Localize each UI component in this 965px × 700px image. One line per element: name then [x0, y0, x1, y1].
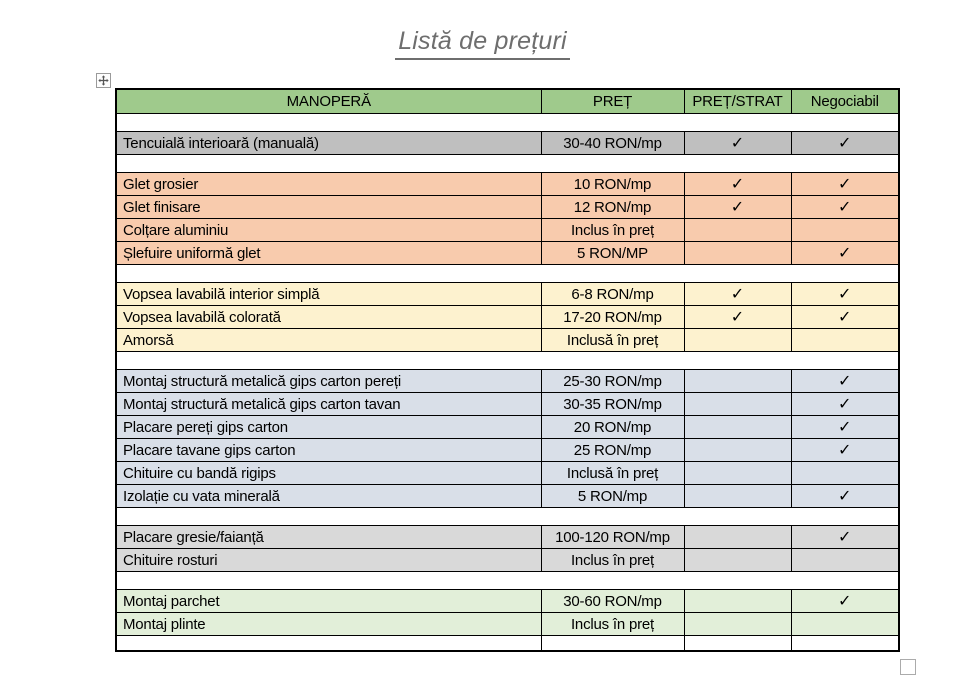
negotiable-check-cell[interactable]: ✓: [791, 173, 899, 196]
price-cell[interactable]: 25-30 RON/mp: [541, 370, 684, 393]
per-strat-check-cell[interactable]: [684, 393, 791, 416]
per-strat-check-cell[interactable]: [684, 416, 791, 439]
negotiable-check-cell[interactable]: ✓: [791, 242, 899, 265]
section-spacer-row: [116, 352, 899, 370]
negotiable-check-cell[interactable]: ✓: [791, 416, 899, 439]
spacer-cell: [116, 114, 899, 132]
work-item-cell[interactable]: Vopsea lavabilă colorată: [116, 306, 541, 329]
price-cell[interactable]: 12 RON/mp: [541, 196, 684, 219]
section-spacer-row: [116, 572, 899, 590]
work-item-cell[interactable]: Montaj parchet: [116, 590, 541, 613]
negotiable-check-cell[interactable]: [791, 219, 899, 242]
negotiable-check-cell[interactable]: ✓: [791, 526, 899, 549]
table-row: [116, 306, 899, 329]
negotiable-check-cell[interactable]: ✓: [791, 439, 899, 462]
spacer-cell: [116, 265, 899, 283]
table-row: [116, 485, 899, 508]
price-cell[interactable]: Inclus în preț: [541, 219, 684, 242]
per-strat-check-cell[interactable]: [684, 329, 791, 352]
table-row: [116, 219, 899, 242]
work-item-cell[interactable]: Izolație cu vata minerală: [116, 485, 541, 508]
price-cell[interactable]: Inclusă în preț: [541, 329, 684, 352]
table-row: [116, 439, 899, 462]
header-cell-negociabil[interactable]: Negociabil: [791, 89, 899, 114]
price-cell[interactable]: 6-8 RON/mp: [541, 283, 684, 306]
table-move-handle[interactable]: [96, 73, 111, 88]
work-item-cell[interactable]: Placare tavane gips carton: [116, 439, 541, 462]
table-row: [116, 526, 899, 549]
empty-cell[interactable]: [116, 636, 541, 652]
price-cell[interactable]: 10 RON/mp: [541, 173, 684, 196]
header-cell-pret-strat[interactable]: PREȚ/STRAT: [684, 89, 791, 114]
price-cell[interactable]: 30-40 RON/mp: [541, 132, 684, 155]
work-item-cell[interactable]: Tencuială interioară (manuală): [116, 132, 541, 155]
header-cell-manopera[interactable]: MANOPERĂ: [116, 89, 541, 114]
negotiable-check-cell[interactable]: ✓: [791, 370, 899, 393]
page-title[interactable]: [0, 27, 965, 56]
price-cell[interactable]: Inclus în preț: [541, 549, 684, 572]
negotiable-check-cell[interactable]: ✓: [791, 132, 899, 155]
price-cell[interactable]: 17-20 RON/mp: [541, 306, 684, 329]
empty-cell[interactable]: [684, 636, 791, 652]
per-strat-check-cell[interactable]: [684, 590, 791, 613]
work-item-cell[interactable]: Montaj structură metalică gips carton pereți: [116, 370, 541, 393]
spacer-cell: [116, 352, 899, 370]
per-strat-check-cell[interactable]: ✓: [684, 283, 791, 306]
per-strat-check-cell[interactable]: [684, 439, 791, 462]
negotiable-check-cell[interactable]: ✓: [791, 590, 899, 613]
negotiable-check-cell[interactable]: ✓: [791, 306, 899, 329]
spacer-cell: [116, 508, 899, 526]
price-cell[interactable]: Inclusă în preț: [541, 462, 684, 485]
table-row: [116, 329, 899, 352]
work-item-cell[interactable]: Glet finisare: [116, 196, 541, 219]
empty-cell[interactable]: [791, 636, 899, 652]
per-strat-check-cell[interactable]: [684, 370, 791, 393]
spacer-cell: [116, 572, 899, 590]
empty-bottom-row: [116, 636, 899, 652]
negotiable-check-cell[interactable]: ✓: [791, 196, 899, 219]
price-cell[interactable]: Inclus în preț: [541, 613, 684, 636]
section-spacer-row: [116, 114, 899, 132]
per-strat-check-cell[interactable]: [684, 242, 791, 265]
table-row: [116, 613, 899, 636]
spacer-cell: [116, 155, 899, 173]
price-cell[interactable]: 5 RON/mp: [541, 485, 684, 508]
work-item-cell[interactable]: Montaj structură metalică gips carton tavan: [116, 393, 541, 416]
per-strat-check-cell[interactable]: [684, 485, 791, 508]
negotiable-check-cell[interactable]: [791, 329, 899, 352]
table-row: [116, 370, 899, 393]
work-item-cell[interactable]: Colțare aluminiu: [116, 219, 541, 242]
table-row: [116, 132, 899, 155]
per-strat-check-cell[interactable]: ✓: [684, 196, 791, 219]
price-cell[interactable]: 20 RON/mp: [541, 416, 684, 439]
per-strat-check-cell[interactable]: [684, 613, 791, 636]
section-spacer-row: [116, 508, 899, 526]
work-item-cell[interactable]: Amorsă: [116, 329, 541, 352]
section-spacer-row: [116, 265, 899, 283]
work-item-cell[interactable]: Șlefuire uniformă glet: [116, 242, 541, 265]
price-list-table: [115, 88, 900, 652]
work-item-cell[interactable]: Vopsea lavabilă interior simplă: [116, 283, 541, 306]
move-arrows-icon: [98, 75, 109, 86]
table-row: [116, 590, 899, 613]
table-row: [116, 416, 899, 439]
work-item-cell[interactable]: Glet grosier: [116, 173, 541, 196]
per-strat-check-cell[interactable]: [684, 462, 791, 485]
per-strat-check-cell[interactable]: ✓: [684, 306, 791, 329]
table-row: [116, 283, 899, 306]
empty-cell[interactable]: [541, 636, 684, 652]
work-item-cell[interactable]: Montaj plinte: [116, 613, 541, 636]
negotiable-check-cell[interactable]: [791, 613, 899, 636]
negotiable-check-cell[interactable]: [791, 549, 899, 572]
price-cell[interactable]: 100-120 RON/mp: [541, 526, 684, 549]
negotiable-check-cell[interactable]: ✓: [791, 393, 899, 416]
table-row: [116, 242, 899, 265]
negotiable-check-cell[interactable]: [791, 462, 899, 485]
section-spacer-row: [116, 155, 899, 173]
per-strat-check-cell[interactable]: [684, 526, 791, 549]
price-cell[interactable]: 25 RON/mp: [541, 439, 684, 462]
work-item-cell[interactable]: Placare pereți gips carton: [116, 416, 541, 439]
per-strat-check-cell[interactable]: [684, 549, 791, 572]
page-title-text[interactable]: Listă de prețuri: [395, 27, 570, 60]
per-strat-check-cell[interactable]: [684, 219, 791, 242]
per-strat-check-cell[interactable]: ✓: [684, 173, 791, 196]
work-item-cell[interactable]: Chituire cu bandă rigips: [116, 462, 541, 485]
table-row: [116, 173, 899, 196]
header-row: [116, 89, 899, 114]
per-strat-check-cell[interactable]: ✓: [684, 132, 791, 155]
price-cell[interactable]: 5 RON/MP: [541, 242, 684, 265]
table-row: [116, 393, 899, 416]
price-cell[interactable]: 30-60 RON/mp: [541, 590, 684, 613]
table-row: [116, 462, 899, 485]
negotiable-check-cell[interactable]: ✓: [791, 485, 899, 508]
table-row: [116, 196, 899, 219]
price-cell[interactable]: 30-35 RON/mp: [541, 393, 684, 416]
header-cell-pret[interactable]: PREȚ: [541, 89, 684, 114]
work-item-cell[interactable]: Chituire rosturi: [116, 549, 541, 572]
table-row: [116, 549, 899, 572]
work-item-cell[interactable]: Placare gresie/faianță: [116, 526, 541, 549]
table-resize-handle[interactable]: [900, 659, 916, 675]
negotiable-check-cell[interactable]: ✓: [791, 283, 899, 306]
